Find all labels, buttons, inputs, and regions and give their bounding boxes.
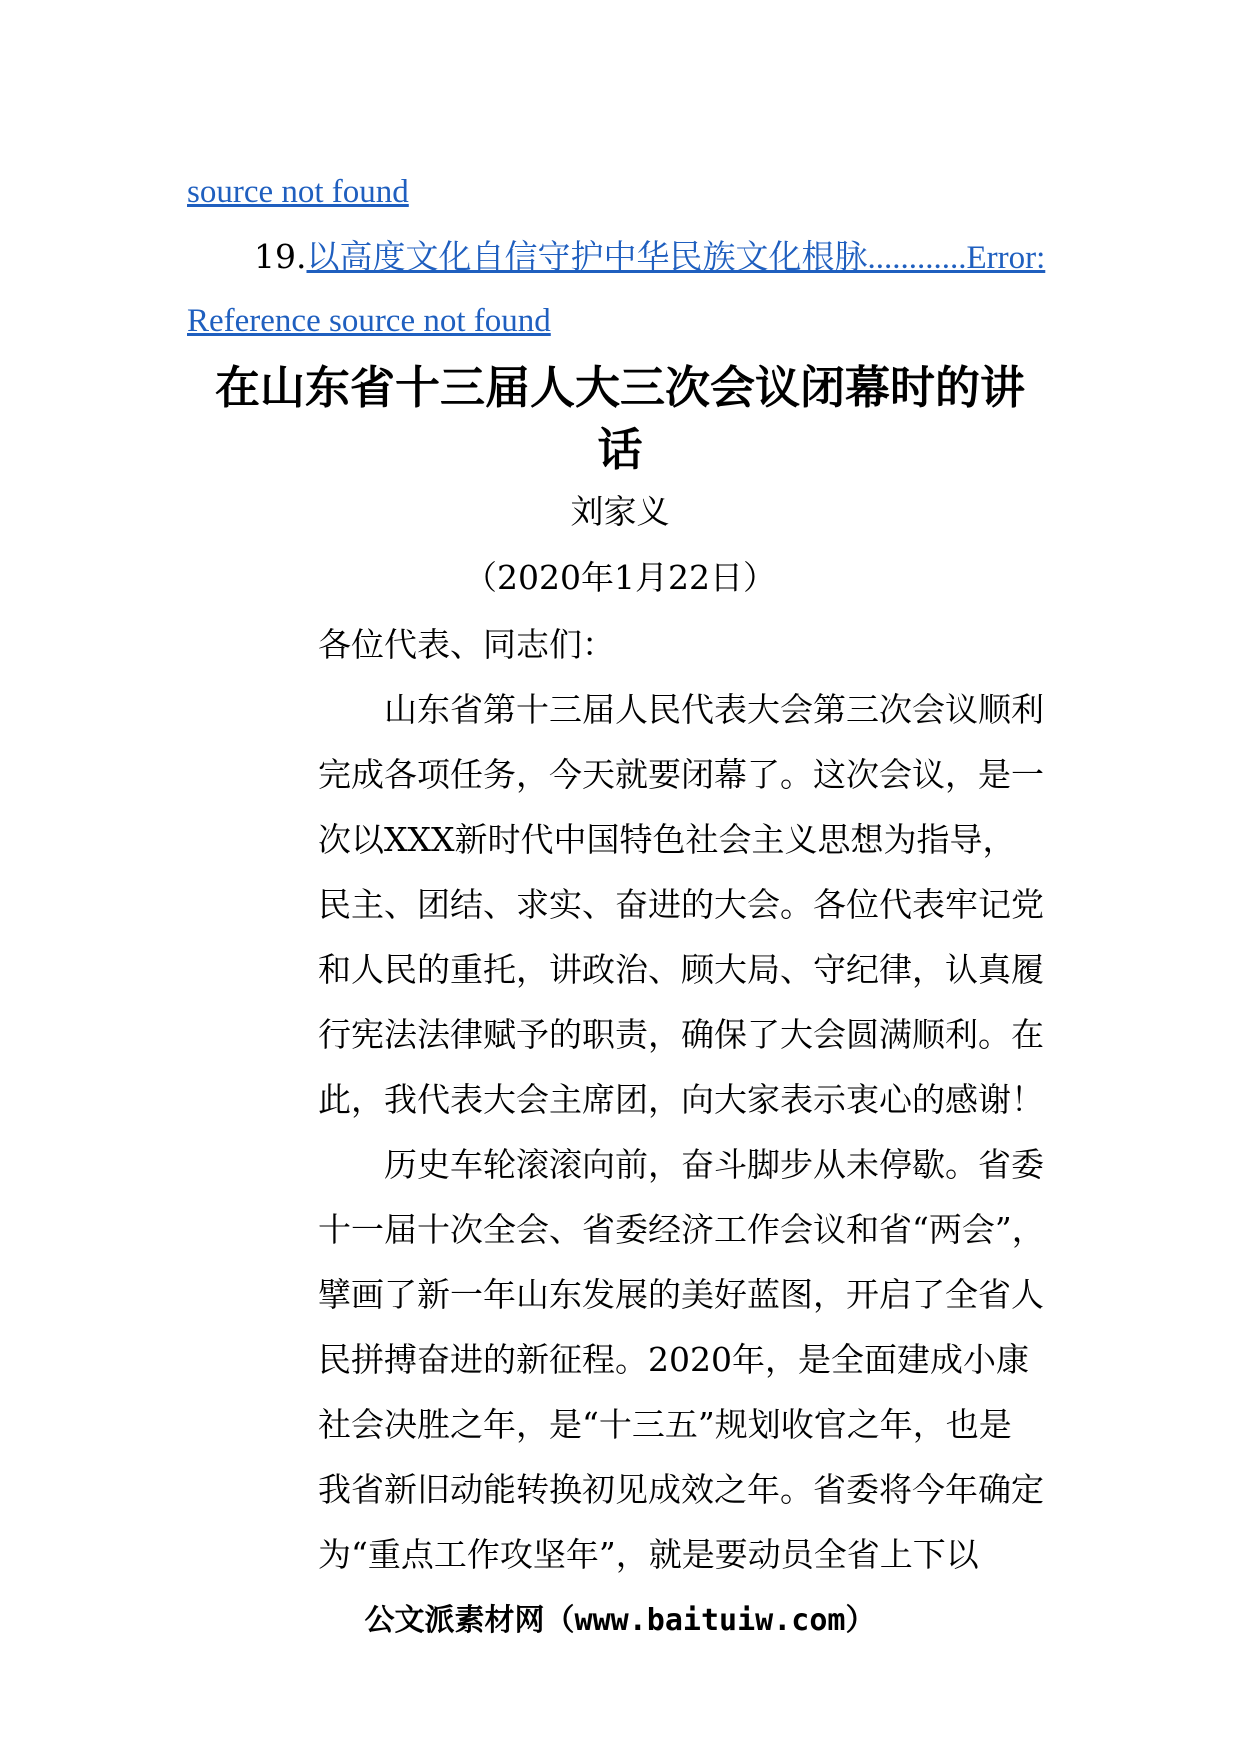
- body-line: 擘画了新一年山东发展的美好蓝图，开启了全省人: [318, 1275, 1044, 1314]
- body-line: 和人民的重托，讲政治、顾大局、守纪律，认真履: [318, 950, 1044, 989]
- toc-link-continuation[interactable]: source not found: [187, 174, 409, 210]
- toc-entry-link[interactable]: 以高度文化自信守护中华民族文化根脉............Error:: [306, 240, 1046, 276]
- body-line: 此，我代表大会主席团，向大家表示衷心的感谢！: [318, 1080, 1044, 1119]
- toc-link-reference-error[interactable]: Reference source not found: [187, 303, 551, 339]
- body-line: 为“重点工作攻坚年”，就是要动员全省上下以: [318, 1535, 979, 1574]
- body-line: 民主、团结、求实、奋进的大会。各位代表牢记党: [318, 885, 1044, 924]
- toc-entry-19[interactable]: [254, 237, 1045, 278]
- speech-date: （2020年1月22日）: [464, 558, 776, 597]
- body-line: 各位代表、同志们：: [318, 625, 615, 664]
- body-line: 行宪法法律赋予的职责，确保了大会圆满顺利。在: [318, 1015, 1044, 1054]
- body-line: 山东省第十三届人民代表大会第三次会议顺利: [318, 690, 1044, 729]
- document-title-line-1: 在山东省十三届人大三次会议闭幕时的讲: [214, 361, 1025, 414]
- page-footer-watermark: 公文派素材网（www.baituiw.com）: [364, 1603, 876, 1638]
- body-line: 完成各项任务，今天就要闭幕了。这次会议，是一: [318, 755, 1044, 794]
- body-line: 社会决胜之年，是“十三五”规划收官之年，也是: [318, 1405, 1012, 1444]
- body-line: 次以XXX新时代中国特色社会主义思想为指导，: [318, 820, 1016, 859]
- document-title-line-2: 话: [597, 423, 643, 476]
- author-name: 刘家义: [570, 492, 670, 531]
- toc-entry-number: 19.: [254, 237, 307, 276]
- body-line: 我省新旧动能转换初见成效之年。省委将今年确定: [318, 1470, 1044, 1509]
- body-line: 历史车轮滚滚向前，奋斗脚步从未停歇。省委: [318, 1145, 1044, 1184]
- body-line: 十一届十次全会、省委经济工作会议和省“两会”，: [318, 1210, 1045, 1249]
- body-line: 民拼搏奋进的新征程。2020年，是全面建成小康: [318, 1340, 1029, 1379]
